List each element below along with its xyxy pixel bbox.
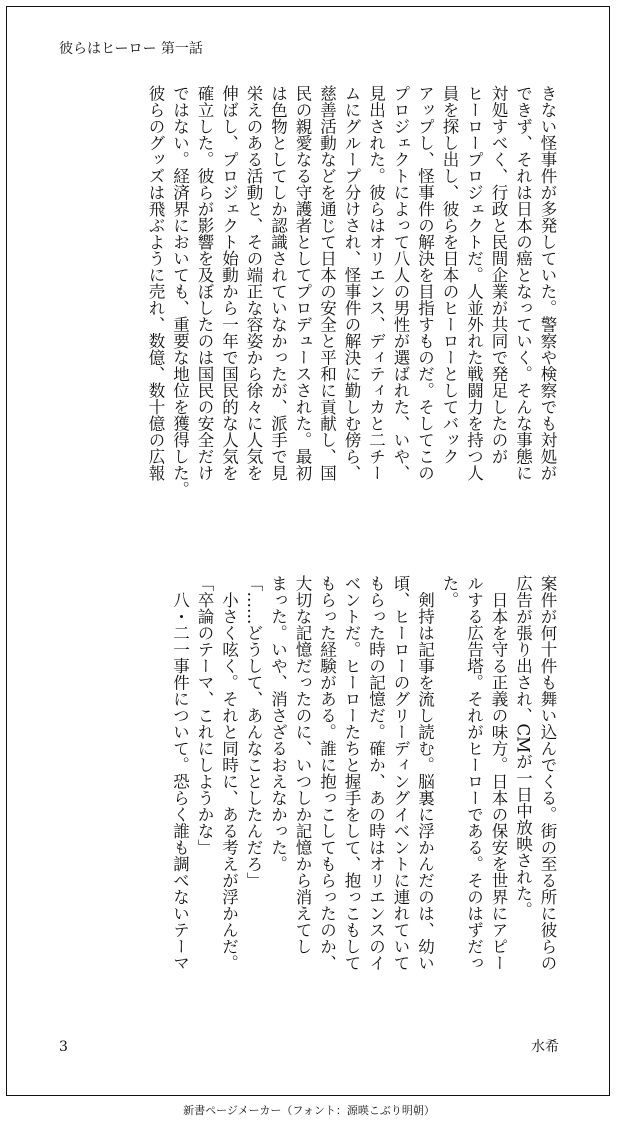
text-line: 日本を守る正義の味方。日本の保安を世界にアピー xyxy=(489,575,508,971)
text-line: アップし、怪事件の解決を目指すものだ。そしてこの xyxy=(415,85,435,481)
text-line: 確立した。彼らが影響を及ぼしたのは国民の安全だけ xyxy=(195,85,214,481)
generator-credit: 新書ページメーカー（フォント：源暎こぶり明朝） xyxy=(183,1104,435,1117)
text-line: 剣持は記事を流し読む。脳裏に浮かんだのは、幼い xyxy=(415,575,435,971)
text-line: ムにグループ分けされ、怪事件の解決に勤しむ傍ら、 xyxy=(342,85,361,481)
text-line: ルする広告塔。それがヒーローである。そのはずだっ xyxy=(464,575,484,971)
text-line: 栄えのある活動と、その端正な容姿から徐々に人気を xyxy=(244,85,263,481)
author-name: 水希 xyxy=(531,1039,559,1055)
text-line: プロジェクトによって八人の男性が選ばれた、いや、 xyxy=(391,85,410,481)
text-line: 「……どうして、あんなことしたんだろ」 xyxy=(244,575,263,889)
text-line: ベントだ。ヒーローたちと握手をして、抱っこもして xyxy=(342,575,361,971)
text-line: 員を探し出し、彼らを日本のヒーローとしてバック xyxy=(440,85,459,465)
text-line: 彼らのグッズは飛ぶように売れ、数億、数十億の広報 xyxy=(146,85,165,481)
text-line: 大切な記憶だったのに、いつしか記憶から消えてし xyxy=(293,575,312,955)
page-number: 3 xyxy=(59,1039,68,1055)
top-text-block xyxy=(59,85,559,535)
text-line: できず、それは日本の癌となっていく。そんな事態に xyxy=(513,85,533,481)
text-line: もらった時の記憶だ。確か、あの時はオリエンスのイ xyxy=(366,575,386,971)
text-line: 対処すべく、行政と民間企業が共同で発足したのが xyxy=(489,85,508,465)
text-line: 八・二一事件について。恐らく誰も調べないテーマ xyxy=(170,575,190,971)
text-line: 案件が何十件も舞い込んでくる。街の至る所に彼らの xyxy=(538,575,557,971)
book-page xyxy=(6,6,610,1096)
text-line: 広告が張り出され、CMが一日中放映された。 xyxy=(513,575,533,919)
text-line: もらった経験がある。誰に抱っこしてもらったのか、 xyxy=(317,575,337,971)
text-line: 「卒論のテーマ、これにしようかな」 xyxy=(195,575,214,856)
page-body xyxy=(59,85,559,1025)
text-line: は色物としてしか認識されていなかったが、派手で見 xyxy=(268,85,288,481)
bottom-text-block xyxy=(59,575,559,1025)
page-header-title: 彼らはヒーロー 第一話 xyxy=(59,41,203,57)
text-line: た。 xyxy=(440,575,459,608)
text-line: 民の親愛なる守護者としてプロデュースされた。最初 xyxy=(293,85,312,481)
text-line: まった。いや、消さざるおえなかった。 xyxy=(268,575,288,872)
text-line: 慈善活動などを通じて日本の安全と平和に貢献し、国 xyxy=(317,85,337,481)
text-line: ヒーロープロジェクトだ。人並外れた戦闘力を持つ人 xyxy=(464,85,484,481)
text-line: 小さく呟く。それと同時に、ある考えが浮かんだ。 xyxy=(219,575,239,971)
text-line: 頃、ヒーローのグリーディングイベントに連れていて xyxy=(391,575,410,971)
text-line: ではない。経済界においても、重要な地位を獲得した。 xyxy=(170,85,190,498)
text-line: 見出された。彼らはオリエンス、ディティカと二チー xyxy=(366,85,386,481)
text-line: 伸ばし、プロジェクト始動から一年で国民的な人気を xyxy=(219,85,239,481)
text-line: きない怪事件が多発していた。警察や検察でも対処が xyxy=(538,85,557,481)
